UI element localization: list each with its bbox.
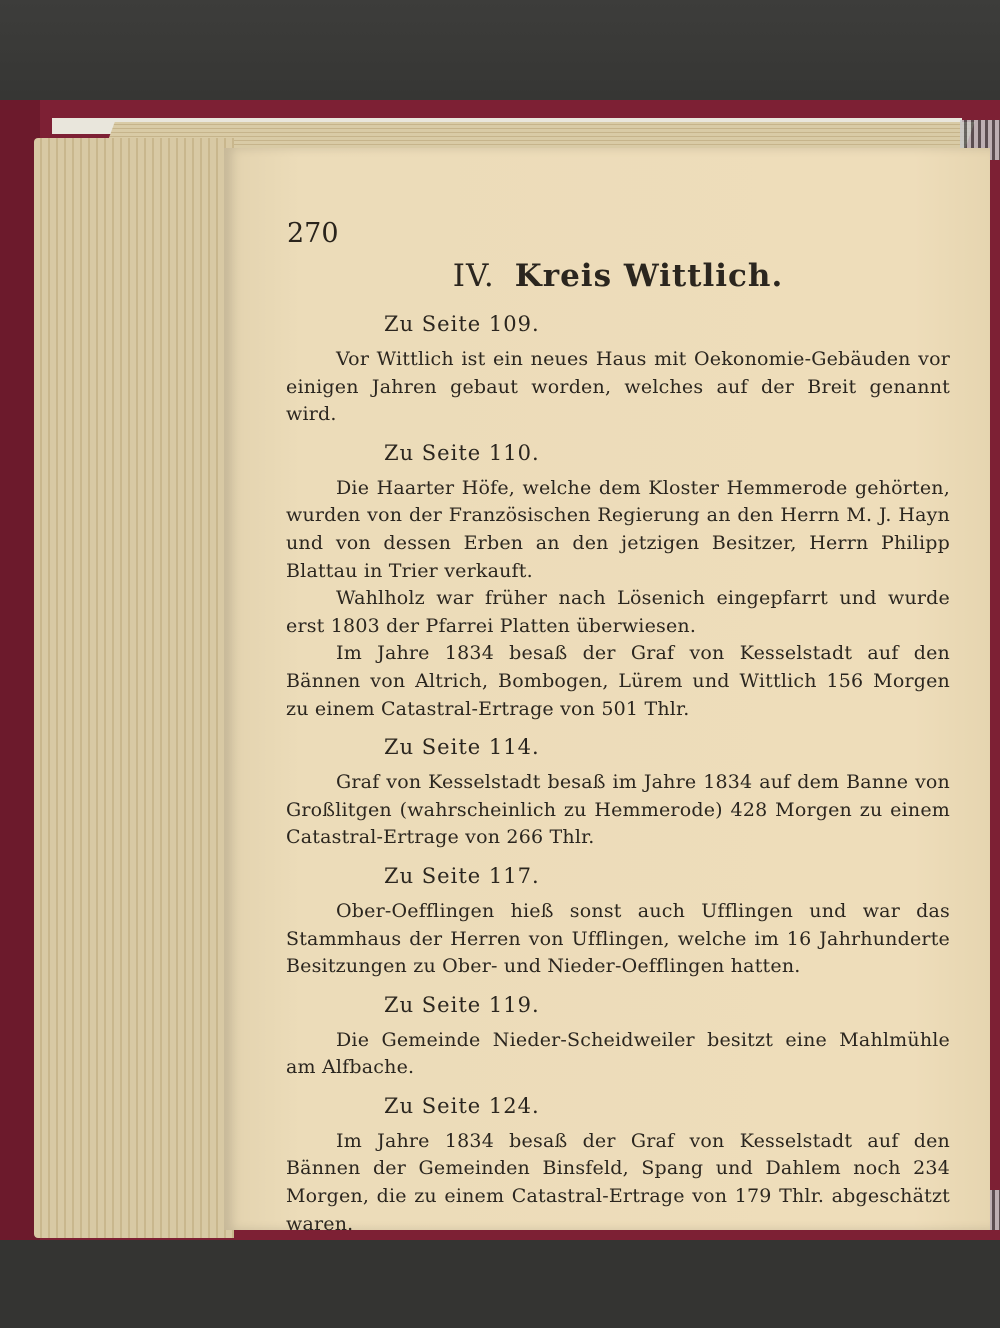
paragraph: Ober-Oefflingen hieß sonst auch Ufflingen und war das Stammhaus der Herren von Ufflingen, welche im 16 Jahrhunderte Besitzungen zu Ober- und Nieder-Oefflingen hatten. [286, 899, 950, 978]
page-block-side-edge [34, 138, 234, 1238]
section [286, 735, 950, 852]
paragraph: Im Jahre 1834 besaß der Graf von Kesselstadt auf den Bännen der Gemeinden Binsfeld, Spang und Dahlem noch 234 Morgen, die zu einem Catastral-Ertrage von 179 Thlr. abgeschätzt waren. [286, 1129, 950, 1235]
paragraph: Die Haarter Höfe, welche dem Kloster Hemmerode gehörten, wurden von der Französischen Regierung an den Herrn M. J. Hayn und von dessen Erben an den jetzigen Besitzer, Herrn Philipp Blattau in Trier verkauft. [286, 476, 950, 582]
paragraph: Die Gemeinde Nieder-Scheidweiler besitzt eine Mahlmühle am Alfbache. [286, 1028, 950, 1079]
paragraph: Im Jahre 1834 besaß der Graf von Kesselstadt auf den Bännen von Altrich, Bombogen, Lürem und Wittlich 156 Morgen zu einem Catastral-Ertrage von 501 Thlr. [286, 642, 950, 720]
section [286, 1094, 950, 1238]
scan-background-bottom [0, 1240, 1000, 1328]
paragraph: Vor Wittlich ist ein neues Haus mit Oekonomie-Gebäuden vor einigen Jahren gebaut worden, welches auf der Breit genannt wird. [286, 348, 950, 426]
section [286, 864, 950, 981]
page-number: 270 [287, 218, 339, 249]
paragraph: Graf von Kesselstadt besaß im Jahre 1834 auf dem Banne von Großlitgen (wahrscheinlich zu Hemmerode) 428 Morgen zu einem Catastral-Ertrage von 266 Thlr. [286, 771, 950, 849]
section-heading: Zu Seite 124. [384, 1093, 540, 1118]
chapter-number: IV. [452, 258, 495, 294]
section-heading: Zu Seite 117. [384, 863, 540, 888]
scan-background-top [0, 0, 1000, 100]
section [286, 312, 950, 429]
chapter-name: Kreis Wittlich. [514, 258, 784, 294]
section [286, 441, 950, 723]
page-block-top-edge [105, 122, 974, 148]
section-heading: Zu Seite 119. [384, 992, 540, 1017]
page-text [286, 258, 950, 1250]
section [286, 993, 950, 1082]
chapter-title [286, 258, 950, 294]
section-heading: Zu Seite 110. [384, 440, 540, 465]
paragraph: Wahlholz war früher nach Lösenich eingepfarrt und wurde erst 1803 der Pfarrei Platten überwiesen. [286, 587, 950, 637]
section-heading: Zu Seite 109. [384, 312, 540, 336]
section-heading: Zu Seite 114. [384, 735, 540, 760]
